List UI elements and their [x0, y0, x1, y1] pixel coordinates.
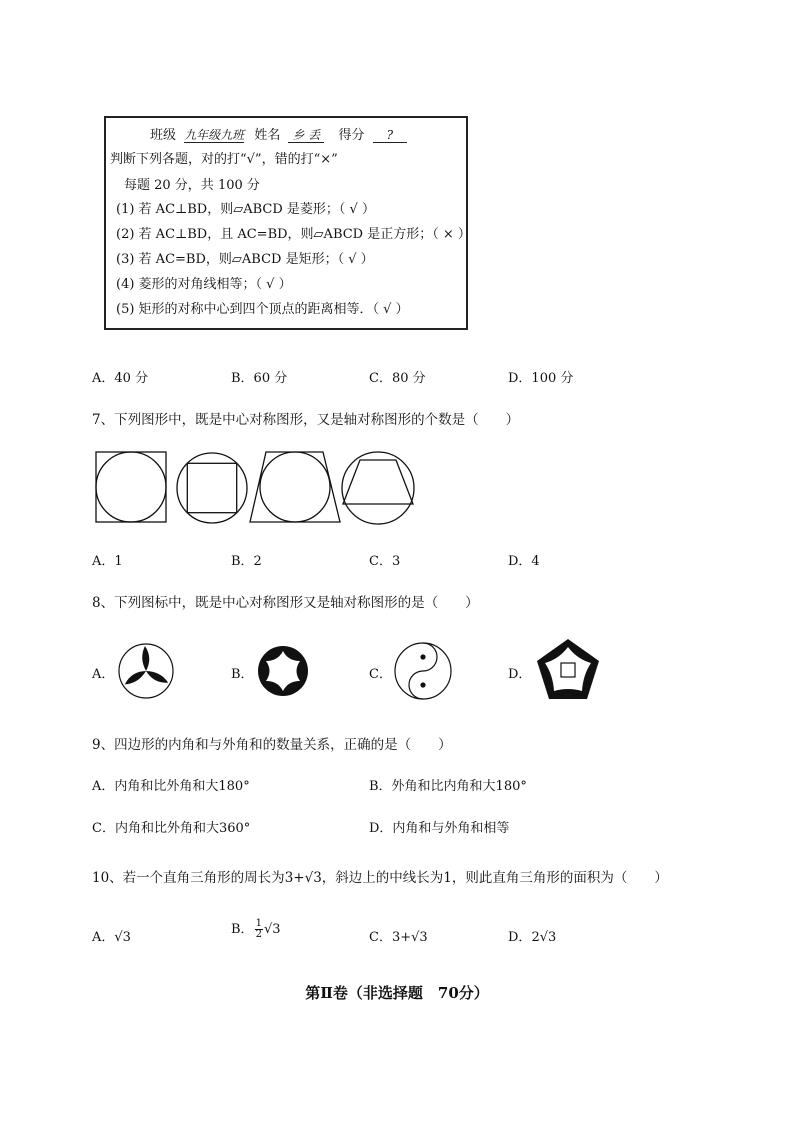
q7-option-c[interactable]: C．3: [369, 554, 401, 569]
q10-option-d[interactable]: [508, 926, 556, 945]
q8-label-b[interactable]: B．: [231, 667, 254, 682]
q6-option-a[interactable]: A．40 分: [92, 371, 149, 386]
q10-perimeter-expr: 3+√3: [284, 870, 322, 886]
option-value: √3: [114, 930, 131, 945]
q7-option-b[interactable]: B．2: [231, 554, 262, 569]
q9-option-b[interactable]: B．外角和比内角和大180°: [369, 779, 527, 794]
option-label: A．: [92, 930, 115, 945]
fraction-numerator: 1: [255, 918, 262, 929]
scan-item: (4) 菱形的对角线相等；（ √ ）: [116, 277, 292, 292]
option-label: B．: [231, 922, 254, 937]
scan-item: (1) 若 AC⊥BD，则▱ABCD 是菱形；（ √ ）: [116, 202, 375, 217]
q10-stem-text: ，则此直角三角形的面积为（ ）: [451, 870, 668, 886]
propeller-icon: [117, 642, 175, 700]
fraction: [255, 919, 263, 940]
scan-item: (5) 矩形的对称中心到四个顶点的距离相等．（ √ ）: [116, 302, 409, 317]
q10-stem-text: ，斜边上的中线长为: [321, 870, 444, 886]
q8-stem: 8、下列图标中，既是中心对称图形又是轴对称图形的是（ ）: [92, 595, 479, 611]
q6-option-d[interactable]: D．100 分: [508, 371, 574, 386]
q8-label-c[interactable]: C．: [369, 667, 392, 682]
option-value: 2√3: [531, 930, 557, 945]
q9-option-d[interactable]: D．内角和与外角和相等: [369, 821, 510, 836]
q10-median-value: 1: [443, 870, 452, 886]
class-label: 班级: [150, 128, 177, 143]
scan-item: (2) 若 AC⊥BD，且 AC=BD，则▱ABCD 是正方形；（ × ）: [116, 227, 471, 242]
name-value: 乡 丢: [288, 128, 324, 143]
class-value: 九年级九班: [184, 128, 245, 142]
score-label: 得分: [338, 128, 365, 143]
q7-option-a[interactable]: A．1: [92, 554, 123, 569]
pentagon-square-icon: [535, 637, 601, 701]
q7-figures: [90, 448, 430, 528]
q10-stem-text: 10、若一个直角三角形的周长为: [92, 870, 285, 886]
option-label: D．: [508, 930, 532, 945]
q10-option-a[interactable]: [92, 926, 131, 945]
yin-yang-icon: [393, 641, 453, 701]
star-ring-icon: [255, 643, 311, 699]
section-title: 第Ⅱ卷（非选择题 70分）: [305, 984, 489, 1002]
q7-option-d[interactable]: D．4: [508, 554, 540, 569]
name-label: 姓名: [254, 128, 281, 143]
option-label: C．: [369, 930, 392, 945]
fraction-denominator: 2: [255, 929, 262, 940]
circle-with-square-figure: [177, 453, 247, 523]
scan-header: [150, 124, 407, 143]
scan-points: 每题 20 分，共 100 分: [124, 178, 260, 193]
q6-option-b[interactable]: B．60 分: [231, 371, 288, 386]
trapezoid-with-circle-figure: [250, 452, 340, 522]
scan-instruction: 判断下列各题，对的打“√”，错的打“×”: [110, 152, 338, 167]
q10-stem: [92, 866, 668, 886]
q9-option-c[interactable]: C．内角和比外角和大360°: [92, 821, 251, 836]
option-value: √3: [263, 922, 281, 937]
q10-option-b[interactable]: [231, 918, 281, 940]
scanned-worksheet: [104, 116, 471, 330]
q8-label-d[interactable]: D．: [508, 667, 532, 682]
q7-stem: 7、下列图形中，既是中心对称图形，又是轴对称图形的个数是（ ）: [92, 412, 520, 428]
q6-option-c[interactable]: C．80 分: [369, 371, 426, 386]
q9-option-a[interactable]: A．内角和比外角和大180°: [92, 779, 250, 794]
q9-stem: 9、四边形的内角和与外角和的数量关系，正确的是（ ）: [92, 737, 452, 753]
q10-option-c[interactable]: [369, 926, 428, 945]
score-value: ?: [373, 128, 407, 143]
circle-with-trapezoid-figure: [342, 452, 414, 524]
option-value: 3+√3: [391, 930, 428, 945]
scan-item: (3) 若 AC=BD，则▱ABCD 是矩形；（ √ ）: [116, 252, 374, 267]
q8-label-a[interactable]: A．: [92, 667, 115, 682]
square-with-circle-figure: [96, 452, 166, 522]
